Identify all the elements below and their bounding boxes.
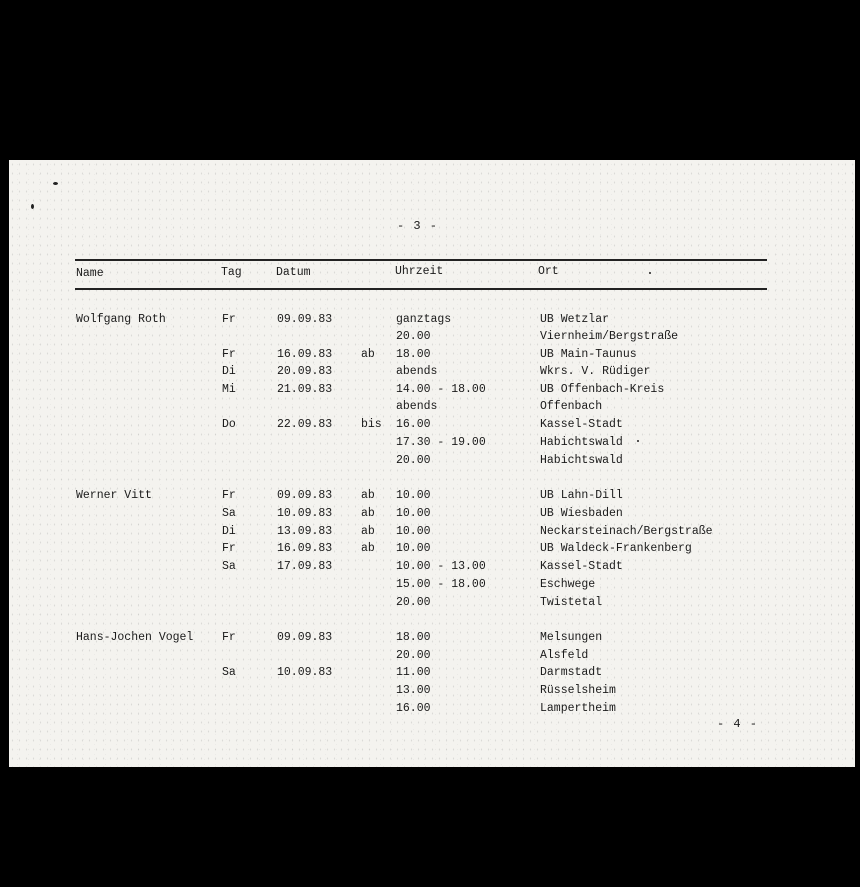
cell-datum: 16.09.83 [277, 542, 333, 555]
scan-speck [649, 272, 651, 274]
scan-speck [31, 204, 34, 209]
cell-ort: UB Main-Taunus [540, 348, 637, 361]
cell-ort: Offenbach [540, 400, 603, 413]
cell-ort: Lampertheim [540, 702, 616, 715]
cell-uhrzeit: 14.00 - 18.00 [396, 383, 486, 396]
cell-datum: 21.09.83 [277, 383, 333, 396]
cell-tag: Mi [222, 383, 236, 396]
cell-ort: UB Wiesbaden [540, 507, 623, 520]
cell-uhrzeit: 10.00 - 13.00 [396, 560, 486, 573]
cell-tag: Sa [222, 507, 236, 520]
cell-tag: Fr [222, 489, 236, 502]
cell-tag: Fr [222, 631, 236, 644]
cell-uhrzeit: 20.00 [396, 596, 431, 609]
cell-name: Wolfgang Roth [76, 313, 166, 326]
column-header-name: Name [76, 267, 104, 280]
cell-uhrzeit: 10.00 [396, 507, 431, 520]
cell-time-prefix: ab [361, 525, 375, 538]
cell-time-prefix: ab [361, 542, 375, 555]
column-header-datum: Datum [276, 266, 311, 279]
cell-uhrzeit: 16.00 [396, 418, 431, 431]
cell-uhrzeit: 18.00 [396, 348, 431, 361]
column-header-tag: Tag [221, 266, 242, 279]
cell-uhrzeit: 10.00 [396, 542, 431, 555]
cell-uhrzeit: 20.00 [396, 330, 431, 343]
cell-time-prefix: bis [361, 418, 382, 431]
cell-uhrzeit: abends [396, 365, 438, 378]
cell-ort: Kassel-Stadt [540, 560, 623, 573]
cell-uhrzeit: 20.00 [396, 649, 431, 662]
cell-ort: Melsungen [540, 631, 603, 644]
cell-name: Werner Vitt [76, 489, 152, 502]
cell-datum: 10.09.83 [277, 507, 333, 520]
cell-tag: Sa [222, 666, 236, 679]
cell-ort: Kassel-Stadt [540, 418, 623, 431]
cell-time-prefix: ab [361, 489, 375, 502]
cell-tag: Fr [222, 542, 236, 555]
cell-ort: UB Offenbach-Kreis [540, 383, 665, 396]
cell-datum: 13.09.83 [277, 525, 333, 538]
cell-tag: Fr [222, 348, 236, 361]
cell-ort: Habichtswald [540, 454, 623, 467]
cell-datum: 22.09.83 [277, 418, 333, 431]
cell-datum: 09.09.83 [277, 631, 333, 644]
cell-datum: 17.09.83 [277, 560, 333, 573]
cell-ort: Habichtswald [540, 436, 623, 449]
cell-uhrzeit: 13.00 [396, 684, 431, 697]
cell-ort: Viernheim/Bergstraße [540, 330, 679, 343]
cell-time-prefix: ab [361, 507, 375, 520]
cell-uhrzeit: 11.00 [396, 666, 431, 679]
cell-uhrzeit: abends [396, 400, 438, 413]
cell-uhrzeit: 10.00 [396, 489, 431, 502]
cell-uhrzeit: 15.00 - 18.00 [396, 578, 486, 591]
cell-uhrzeit: 20.00 [396, 454, 431, 467]
cell-ort: Twistetal [540, 596, 603, 609]
cell-uhrzeit: 16.00 [396, 702, 431, 715]
cell-ort: Eschwege [540, 578, 596, 591]
cell-tag: Di [222, 365, 236, 378]
page-number: - 3 - [397, 219, 439, 233]
header-rule-bottom [75, 288, 767, 290]
cell-uhrzeit: ganztags [396, 313, 452, 326]
scan-speck [637, 440, 639, 442]
cell-tag: Di [222, 525, 236, 538]
cell-uhrzeit: 10.00 [396, 525, 431, 538]
next-page-marker: - 4 - [717, 717, 759, 731]
column-header-uhrzeit: Uhrzeit [395, 265, 444, 278]
scan-speck [53, 182, 58, 185]
document-page [9, 160, 855, 767]
cell-uhrzeit: 18.00 [396, 631, 431, 644]
cell-datum: 09.09.83 [277, 313, 333, 326]
cell-uhrzeit: 17.30 - 19.00 [396, 436, 486, 449]
cell-ort: Neckarsteinach/Bergstraße [540, 525, 713, 538]
cell-ort: UB Waldeck-Frankenberg [540, 542, 692, 555]
cell-name: Hans-Jochen Vogel [76, 631, 194, 644]
cell-tag: Fr [222, 313, 236, 326]
cell-ort: UB Lahn-Dill [540, 489, 623, 502]
column-header-ort: Ort [538, 265, 559, 278]
cell-ort: UB Wetzlar [540, 313, 610, 326]
cell-datum: 16.09.83 [277, 348, 333, 361]
header-rule-top [75, 259, 767, 261]
cell-ort: Wkrs. V. Rüdiger [540, 365, 651, 378]
cell-ort: Rüsselsheim [540, 684, 616, 697]
cell-datum: 10.09.83 [277, 666, 333, 679]
cell-datum: 20.09.83 [277, 365, 333, 378]
cell-ort: Darmstadt [540, 666, 603, 679]
cell-datum: 09.09.83 [277, 489, 333, 502]
cell-tag: Do [222, 418, 236, 431]
cell-ort: Alsfeld [540, 649, 589, 662]
cell-tag: Sa [222, 560, 236, 573]
cell-time-prefix: ab [361, 348, 375, 361]
